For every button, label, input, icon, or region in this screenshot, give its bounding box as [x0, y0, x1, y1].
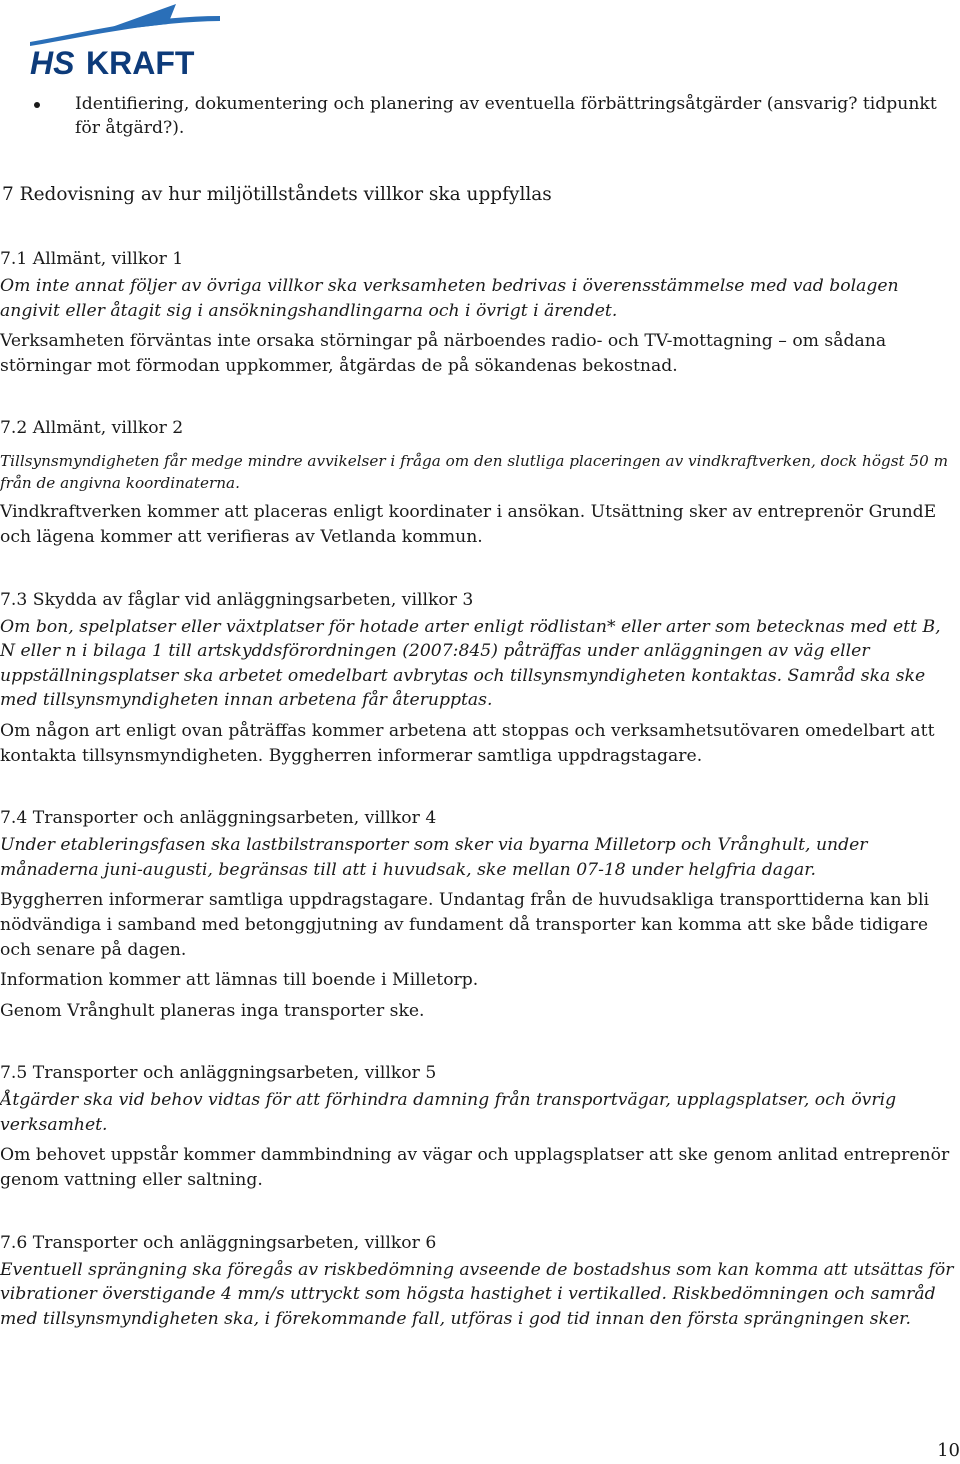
section-7-4-condition: Under etableringsfasen ska lastbilstransporter som sker via byarna Milletorp och Vrånghult, under månaderna juni-augusti, begränsas till att i huvudsak, ske mellan 07-18 under helgfria dagar.: [0, 835, 868, 880]
section-7-3-response: Om någon art enligt ovan påträffas kommer arbetena att stoppas och verksamhetsutövaren omedelbart att kontakta tillsynsmyndigheten. Byggherren informerar samtliga uppdragstagare.: [0, 720, 935, 766]
company-logo: [28, 2, 228, 78]
section-heading-7-5: 7.5 Transporter och anläggningsarbeten, villkor 5: [0, 1063, 437, 1084]
section-7-5-response: Om behovet uppstår kommer dammbindning av vägar och upplagsplatser att ske genom anlitad entreprenör genom vattning eller saltning.: [0, 1145, 950, 1191]
page-number: 10: [937, 1440, 960, 1461]
section-heading-7-1: 7.1 Allmänt, villkor 1: [0, 249, 184, 269]
hskraft-logo-graphic: [28, 2, 228, 78]
section-7-1-condition: Om inte annat följer av övriga villkor ska verksamheten bedrivas i överensstämmelse med vad bolagen angivit eller åtagit sig i ansökningshandlingarna och i övrigt i ärendet.: [0, 276, 899, 321]
section-7-2-response: Vindkraftverken kommer att placeras enligt koordinater i ansökan. Utsättning sker av entreprenör GrundE och lägena kommer att verifieras av Vetlanda kommun.: [0, 502, 937, 547]
section-7-5-condition: Åtgärder ska vid behov vidtas för att förhindra damning från transportvägar, upplagsplatser, och övrig verksamhet.: [0, 1090, 897, 1135]
section-7-6-condition: Eventuell sprängning ska föregås av riskbedömning avseende de bostadshus som kan komma att utsättas för vibrationer överstigande 4 mm/s uttryckt som högsta hastighet i vertikalled. Riskbedömningen och samråd med tillsynsmyndigheten ska, i förekommande fall, utföras i god tid innan den första sprängningen sker.: [0, 1259, 954, 1329]
section-7-4-response-3: Genom Vrånghult planeras inga transporter ske.: [0, 1000, 425, 1021]
section-heading-7-3: 7.3 Skydda av fåglar vid anläggningsarbeten, villkor 3: [0, 589, 474, 610]
logo-text-hs: HS: [30, 45, 75, 78]
logo-text-kraft: KRAFT: [86, 45, 195, 78]
section-7-4-response-2: Information kommer att lämnas till boende i Milletorp.: [0, 970, 479, 991]
logo-swoosh: [30, 16, 220, 46]
section-heading-7-2: 7.2 Allmänt, villkor 2: [0, 418, 184, 439]
section-7-3-condition: Om bon, spelplatser eller växtplatser för hotade arter enligt rödlistan* eller arter som betecknas med ett B, N eller n i bilaga 1 till artskyddsförordningen (2007:845) påträffas under anläggningen av väg eller uppställningsplatser ska arbetet omedelbart avbrytas och tillsynsmyndigheten kontaktas. Samråd ska ske med tillsynsmyndigheten innan arbetena får återupptas.: [0, 616, 941, 711]
section-heading-7-4: 7.4 Transporter och anläggningsarbeten, villkor 4: [0, 808, 437, 829]
bullet-item: [0, 92, 958, 140]
section-heading-7-6: 7.6 Transporter och anläggningsarbeten, villkor 6: [0, 1232, 437, 1253]
document-body: [0, 92, 958, 1331]
section-7-2-condition: Tillsynsmyndigheten får medge mindre avvikelser i fråga om den slutliga placeringen av vindkraftverken, dock högst 50 m från de angivna koordinaterna.: [0, 452, 948, 493]
main-heading: 7 Redovisning av hur miljötillståndets villkor ska uppfyllas: [2, 184, 552, 205]
section-7-1-response: Verksamheten förväntas inte orsaka störningar på närboendes radio- och TV-mottagning – om sådana störningar mot förmodan uppkommer, åtgärdas de på sökandenas bekostnad.: [0, 331, 887, 376]
section-7-4-response-1: Byggherren informerar samtliga uppdragstagare. Undantag från de huvudsakliga transporttiderna kan bli nödvändiga i samband med betonggjutning av fundament då transporter kan komma att ske både tidigare och senare på dagen.: [0, 890, 929, 960]
bullet-text: Identifiering, dokumentering och planering av eventuella förbättringsåtgärder (ansvarig? tidpunkt för åtgärd?).: [75, 94, 937, 138]
bullet-dot-icon: [34, 102, 40, 108]
